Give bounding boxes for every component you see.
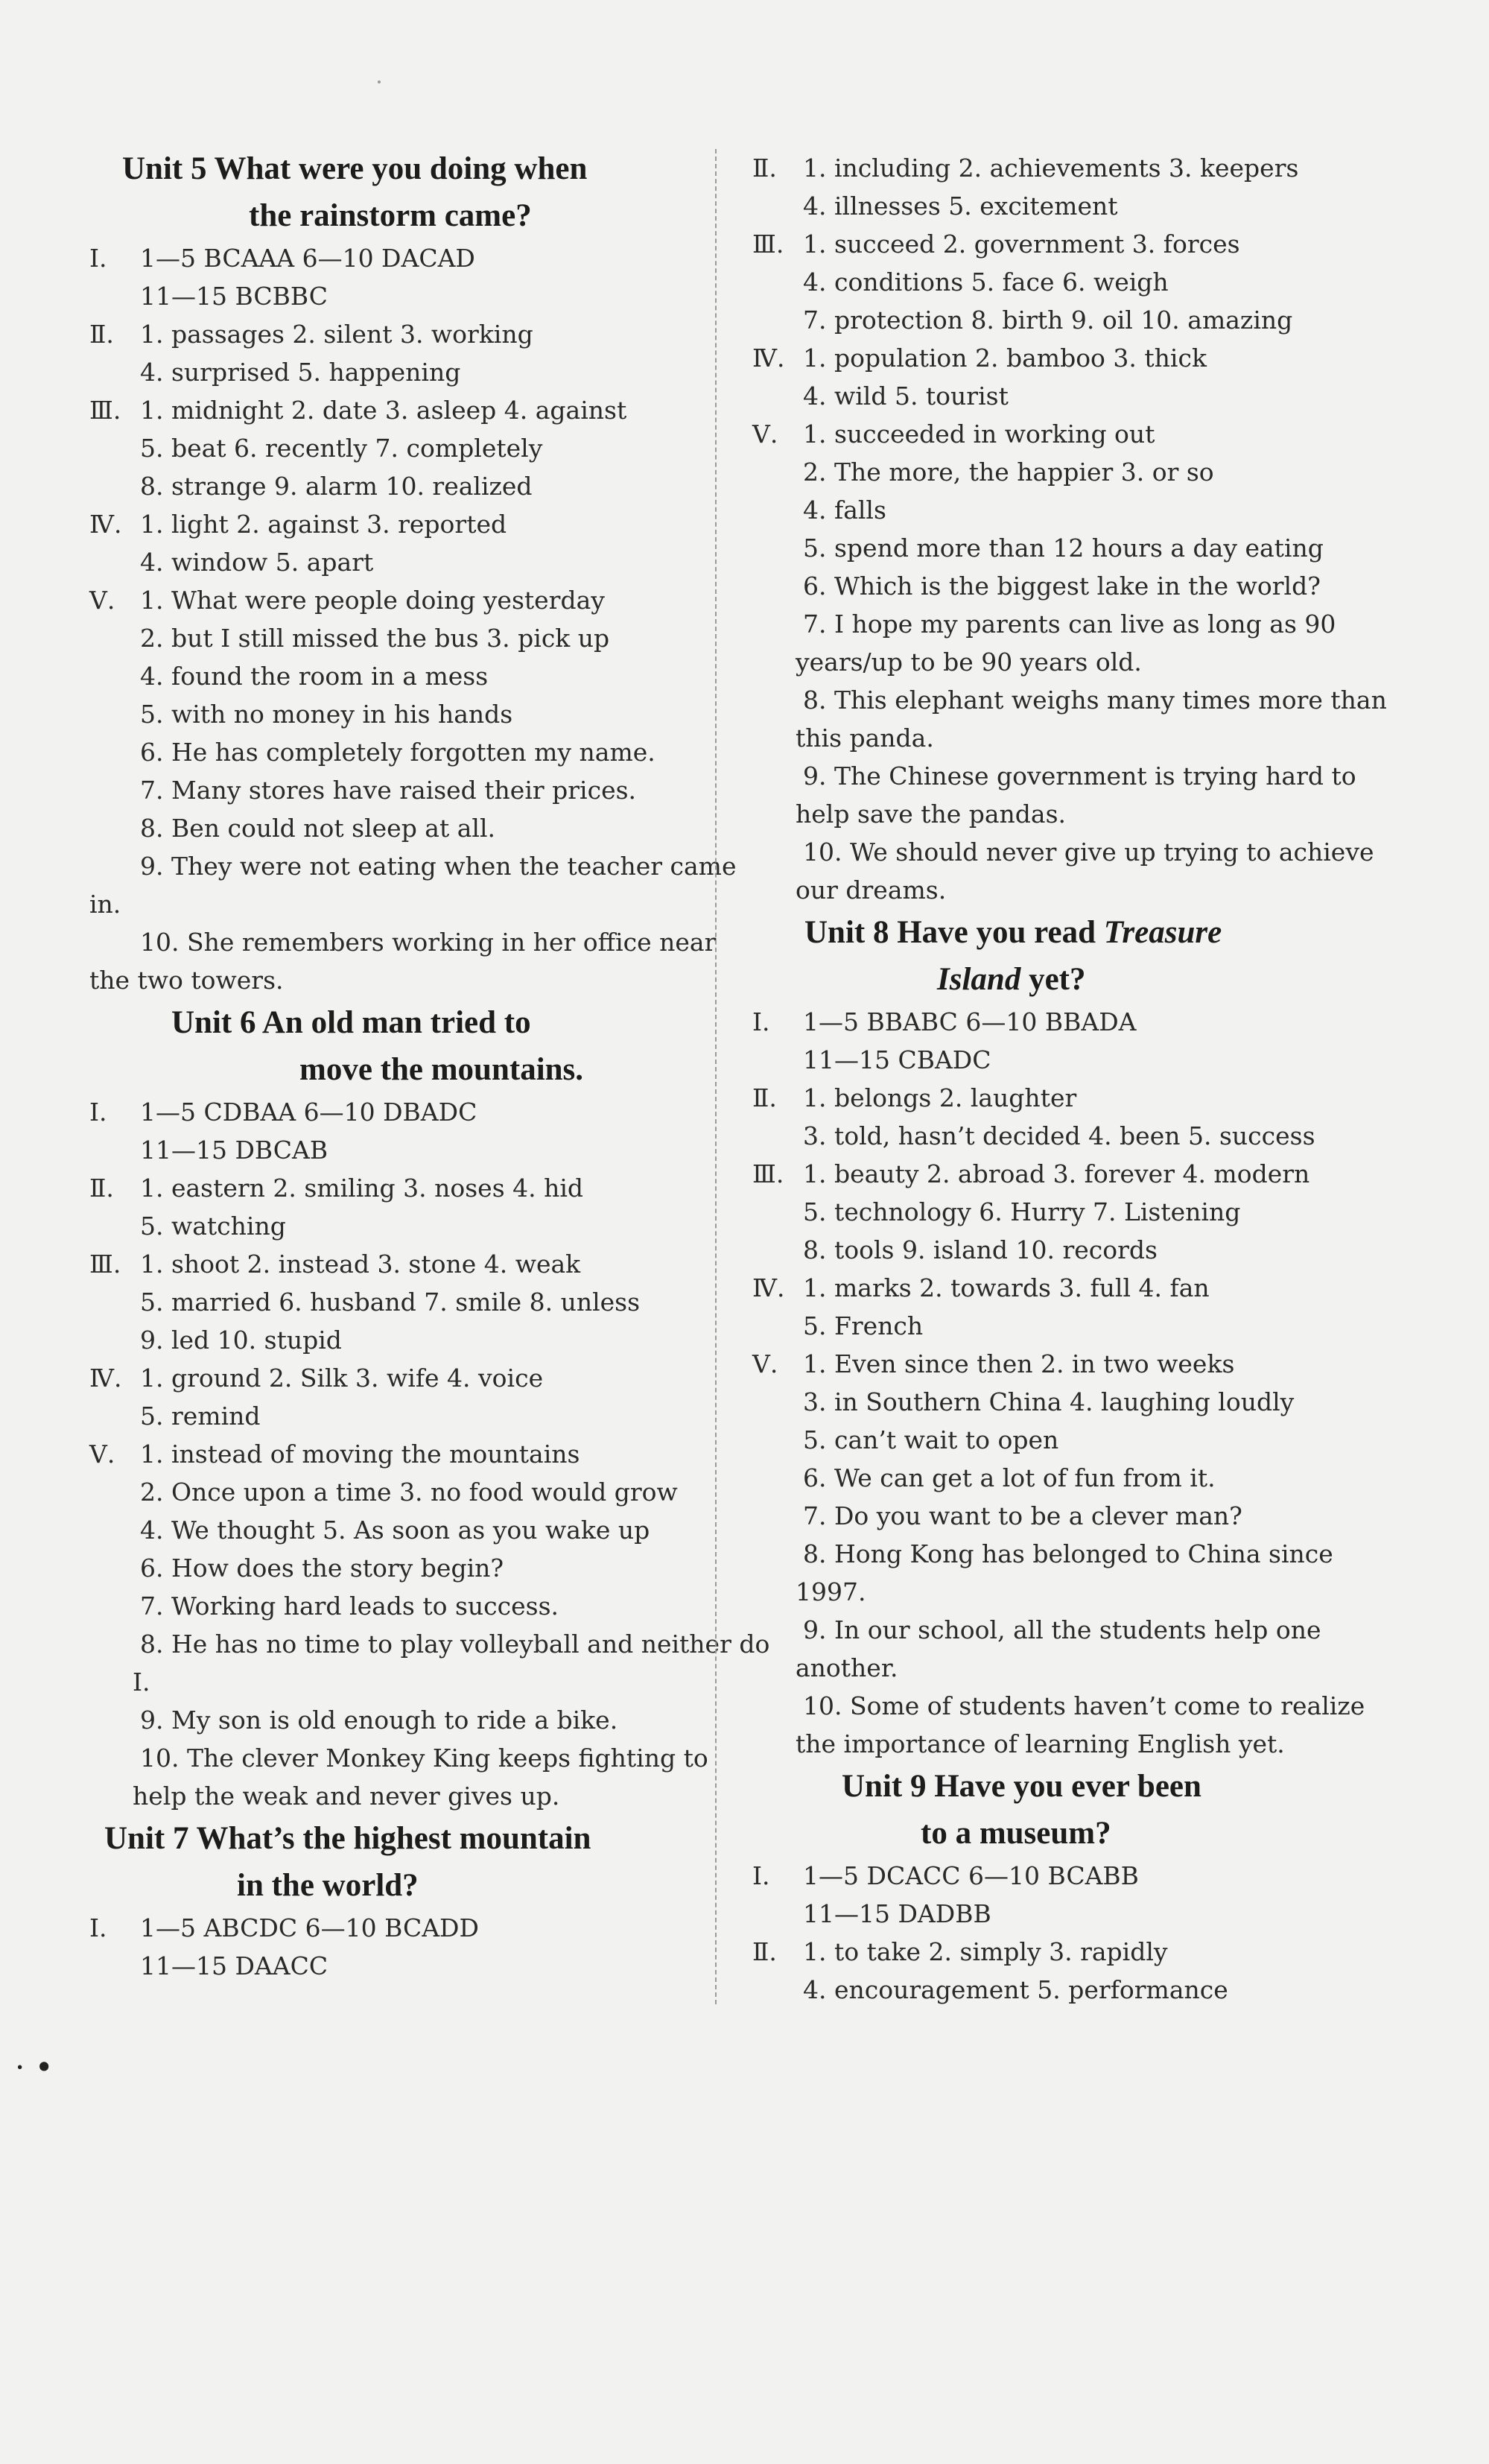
unit8-title-text: yet? [1020, 962, 1086, 997]
unit7-title-line2: in the world? [237, 1868, 419, 1903]
answer-line: 10. The clever Monkey King keeps fighting to [140, 1744, 708, 1773]
unit6-section-4 [89, 1359, 685, 1435]
answer-line: 1. succeed 2. government 3. forces [803, 229, 1240, 259]
answer-line: 4. window 5. apart [140, 548, 374, 577]
answer-line: 1. instead of moving the mountains [140, 1440, 580, 1469]
answer-line: 5. can’t wait to open [803, 1425, 1059, 1454]
answer-line: 1. beauty 2. abroad 3. forever 4. modern [803, 1159, 1310, 1188]
unit6-section-1 [89, 1093, 685, 1169]
unit7-section-1 [89, 1909, 685, 1985]
unit8-section-2 [752, 1079, 1348, 1155]
answer-line: 9. They were not eating when the teacher came [140, 852, 737, 881]
answer-line: 1. succeeded in working out [803, 419, 1155, 449]
answer-line: 6. How does the story begin? [140, 1554, 504, 1583]
answer-line: 1—5 BCAAA 6—10 DACAD [140, 244, 475, 273]
answer-line: 3. in Southern China 4. laughing loudly [803, 1387, 1295, 1416]
unit7-section-2 [752, 149, 1348, 225]
answer-line: 9. My son is old enough to ride a bike. [140, 1706, 618, 1735]
section-numeral: Ⅲ. [89, 1250, 121, 1279]
answer-line: 5. watching [140, 1212, 286, 1241]
answer-line: 10. We should never give up trying to achieve [803, 837, 1374, 867]
unit8-section-3 [752, 1155, 1348, 1269]
unit5-section-3 [89, 391, 685, 505]
answer-line: help save the pandas. [796, 799, 1067, 829]
answer-line: 1. to take 2. simply 3. rapidly [803, 1937, 1168, 1966]
unit5-section-5 [89, 581, 737, 999]
unit5-section-2 [89, 315, 685, 391]
unit8-section-5 [752, 1345, 1365, 1763]
answer-line: 1. shoot 2. instead 3. stone 4. weak [140, 1250, 581, 1279]
section-numeral: Ⅰ. [89, 1913, 107, 1942]
answer-line: the importance of learning English yet. [796, 1729, 1285, 1758]
section-numeral: Ⅰ. [752, 1007, 770, 1036]
section-numeral: Ⅱ. [89, 1174, 114, 1203]
answer-line: 6. He has completely forgotten my name. [140, 738, 655, 767]
unit8-title-text: Unit 8 Have you read [804, 915, 1104, 950]
answer-line: 10. She remembers working in her office near [140, 928, 717, 957]
section-numeral: Ⅴ. [752, 419, 778, 449]
answer-line: 7. I hope my parents can live as long as 90 [803, 609, 1336, 639]
section-numeral: Ⅱ. [89, 320, 114, 349]
answer-line: 1—5 BBABC 6—10 BBADA [803, 1007, 1137, 1036]
answer-line: 5. technology 6. Hurry 7. Listening [803, 1197, 1241, 1226]
answer-line: 1. including 2. achievements 3. keepers [803, 153, 1299, 183]
section-numeral: Ⅱ. [752, 1937, 777, 1966]
unit8-title-line1 [804, 909, 1348, 956]
unit6-section-2 [89, 1169, 685, 1245]
answer-line: 4. wild 5. tourist [803, 381, 1009, 411]
answer-line: 11—15 DBCAB [140, 1136, 328, 1165]
answer-line: 8. strange 9. alarm 10. realized [140, 472, 533, 501]
answer-line: 11—15 CBADC [803, 1045, 991, 1074]
answer-line: 2. The more, the happier 3. or so [803, 457, 1214, 487]
answer-line: another. [796, 1653, 898, 1682]
answer-line: 8. tools 9. island 10. records [803, 1235, 1158, 1264]
answer-line: years/up to be 90 years old. [796, 647, 1142, 677]
left-column [89, 145, 770, 1985]
unit6-section-5 [89, 1435, 770, 1815]
answer-line: 9. In our school, all the students help one [803, 1615, 1321, 1644]
unit6-title [89, 999, 685, 1093]
section-numeral: Ⅰ. [89, 244, 107, 273]
answer-line: 8. He has no time to play volleyball and neither do [140, 1630, 770, 1659]
answer-line: 4. surprised 5. happening [140, 358, 461, 387]
unit5-title [89, 145, 685, 239]
unit8-title-italic: Treasure [1103, 915, 1222, 950]
answer-line: 1. ground 2. Silk 3. wife 4. voice [140, 1364, 544, 1393]
unit5-title-line2: the rainstorm came? [249, 198, 532, 233]
unit9-title-line1: Unit 9 Have you ever been [842, 1769, 1201, 1804]
answer-line: 10. Some of students haven’t come to realize [803, 1691, 1365, 1720]
answer-line: 6. Which is the biggest lake in the world? [803, 571, 1321, 601]
unit9-section-2 [752, 1933, 1348, 2009]
answer-line: 2. Once upon a time 3. no food would grow [140, 1478, 678, 1507]
answer-line: 1. Even since then 2. in two weeks [803, 1349, 1235, 1378]
section-numeral: Ⅳ. [752, 1273, 785, 1302]
answer-line: our dreams. [796, 875, 947, 905]
answer-line: 5. married 6. husband 7. smile 8. unless [140, 1288, 641, 1317]
unit8-title-italic: Island [937, 962, 1021, 997]
answer-line: 3. told, hasn’t decided 4. been 5. success [803, 1121, 1315, 1150]
answer-line: 4. found the room in a mess [140, 662, 489, 691]
unit9-title [752, 1763, 1348, 1857]
section-numeral: Ⅴ. [89, 586, 115, 615]
unit8-title-line2 [804, 956, 1348, 1003]
answer-line: 5. spend more than 12 hours a day eating [803, 533, 1324, 563]
answer-line: 7. Many stores have raised their prices. [140, 776, 637, 805]
answer-line: 7. protection 8. birth 9. oil 10. amazing [803, 305, 1293, 335]
section-numeral: Ⅳ. [89, 1364, 122, 1393]
section-numeral: Ⅴ. [89, 1440, 115, 1469]
section-numeral: Ⅴ. [752, 1349, 778, 1378]
section-numeral: Ⅱ. [752, 1083, 777, 1112]
answer-line: 8. Ben could not sleep at all. [140, 814, 496, 843]
answer-line: 5. French [803, 1311, 924, 1340]
dust-speck [378, 80, 381, 83]
unit9-section-1 [752, 1857, 1348, 1933]
answer-line: help the weak and never gives up. [133, 1782, 560, 1811]
answer-line: 11—15 DADBB [803, 1899, 991, 1928]
answer-line: 1. passages 2. silent 3. working [140, 320, 533, 349]
answer-line: 4. encouragement 5. performance [803, 1975, 1228, 2004]
answer-line: 1. light 2. against 3. reported [140, 510, 507, 539]
section-numeral: Ⅲ. [89, 396, 121, 425]
unit6-title-line1: Unit 6 An old man tried to [171, 1005, 531, 1040]
answer-line: 5. remind [140, 1402, 261, 1431]
unit8-title [752, 909, 1348, 1003]
answer-line: 5. beat 6. recently 7. completely [140, 434, 543, 463]
answer-line: 7. Do you want to be a clever man? [803, 1501, 1242, 1530]
answer-line: 1—5 DCACC 6—10 BCABB [803, 1861, 1139, 1890]
unit8-section-1 [752, 1003, 1348, 1079]
answer-line: 1—5 ABCDC 6—10 BCADD [140, 1913, 479, 1942]
unit7-title [89, 1815, 685, 1909]
unit6-section-3 [89, 1245, 685, 1359]
answer-line: 1—5 CDBAA 6—10 DBADC [140, 1098, 477, 1127]
answer-line: the two towers. [89, 966, 284, 995]
section-numeral: Ⅰ. [89, 1098, 107, 1127]
unit7-section-5 [752, 415, 1387, 909]
section-numeral: Ⅱ. [752, 153, 777, 183]
unit7-title-line1: Unit 7 What’s the highest mountain [104, 1821, 591, 1856]
answer-line: 11—15 BCBBC [140, 282, 328, 311]
unit7-section-4 [752, 339, 1348, 415]
answer-line: I. [133, 1668, 150, 1697]
answer-line: 1. belongs 2. laughter [803, 1083, 1077, 1112]
unit5-section-4 [89, 505, 685, 581]
column-divider [715, 149, 717, 2004]
answer-line: 1997. [796, 1577, 866, 1606]
answer-line: 4. conditions 5. face 6. weigh [803, 267, 1169, 297]
answer-line: 2. but I still missed the bus 3. pick up [140, 624, 610, 653]
unit6-title-line2: move the mountains. [299, 1052, 584, 1087]
answer-line: 5. with no money in his hands [140, 700, 513, 729]
section-numeral: Ⅲ. [752, 1159, 784, 1188]
answer-line: 1. What were people doing yesterday [140, 586, 605, 615]
answer-line: 6. We can get a lot of fun from it. [803, 1463, 1216, 1492]
answer-line: 1. population 2. bamboo 3. thick [803, 343, 1207, 373]
answer-line: 9. led 10. stupid [140, 1326, 342, 1355]
section-numeral: Ⅳ. [752, 343, 785, 373]
answer-line: in. [89, 890, 121, 919]
answer-line: 1. eastern 2. smiling 3. noses 4. hid [140, 1174, 584, 1203]
answer-line: this panda. [796, 723, 934, 753]
answer-line: 8. This elephant weighs many times more than [803, 685, 1387, 715]
answer-line: 1. marks 2. towards 3. full 4. fan [803, 1273, 1210, 1302]
section-numeral: Ⅳ. [89, 510, 122, 539]
answer-line: 7. Working hard leads to success. [140, 1592, 559, 1621]
page-mark: · • [15, 2049, 54, 2085]
answer-line: 4. We thought 5. As soon as you wake up [140, 1516, 650, 1545]
unit8-section-4 [752, 1269, 1348, 1345]
answer-line: 4. falls [803, 495, 886, 525]
unit5-section-1 [89, 239, 685, 315]
unit7-section-3 [752, 225, 1348, 339]
unit5-title-line1: Unit 5 What were you doing when [122, 151, 588, 186]
unit9-title-line2: to a museum? [921, 1816, 1111, 1851]
answer-line: 4. illnesses 5. excitement [803, 191, 1118, 221]
answer-line: 11—15 DAACC [140, 1951, 328, 1980]
section-numeral: Ⅰ. [752, 1861, 770, 1890]
right-column [752, 149, 1387, 2009]
answer-line: 9. The Chinese government is trying hard to [803, 761, 1356, 791]
answer-line: 1. midnight 2. date 3. asleep 4. against [140, 396, 627, 425]
section-numeral: Ⅲ. [752, 229, 784, 259]
answer-line: 8. Hong Kong has belonged to China since [803, 1539, 1333, 1568]
